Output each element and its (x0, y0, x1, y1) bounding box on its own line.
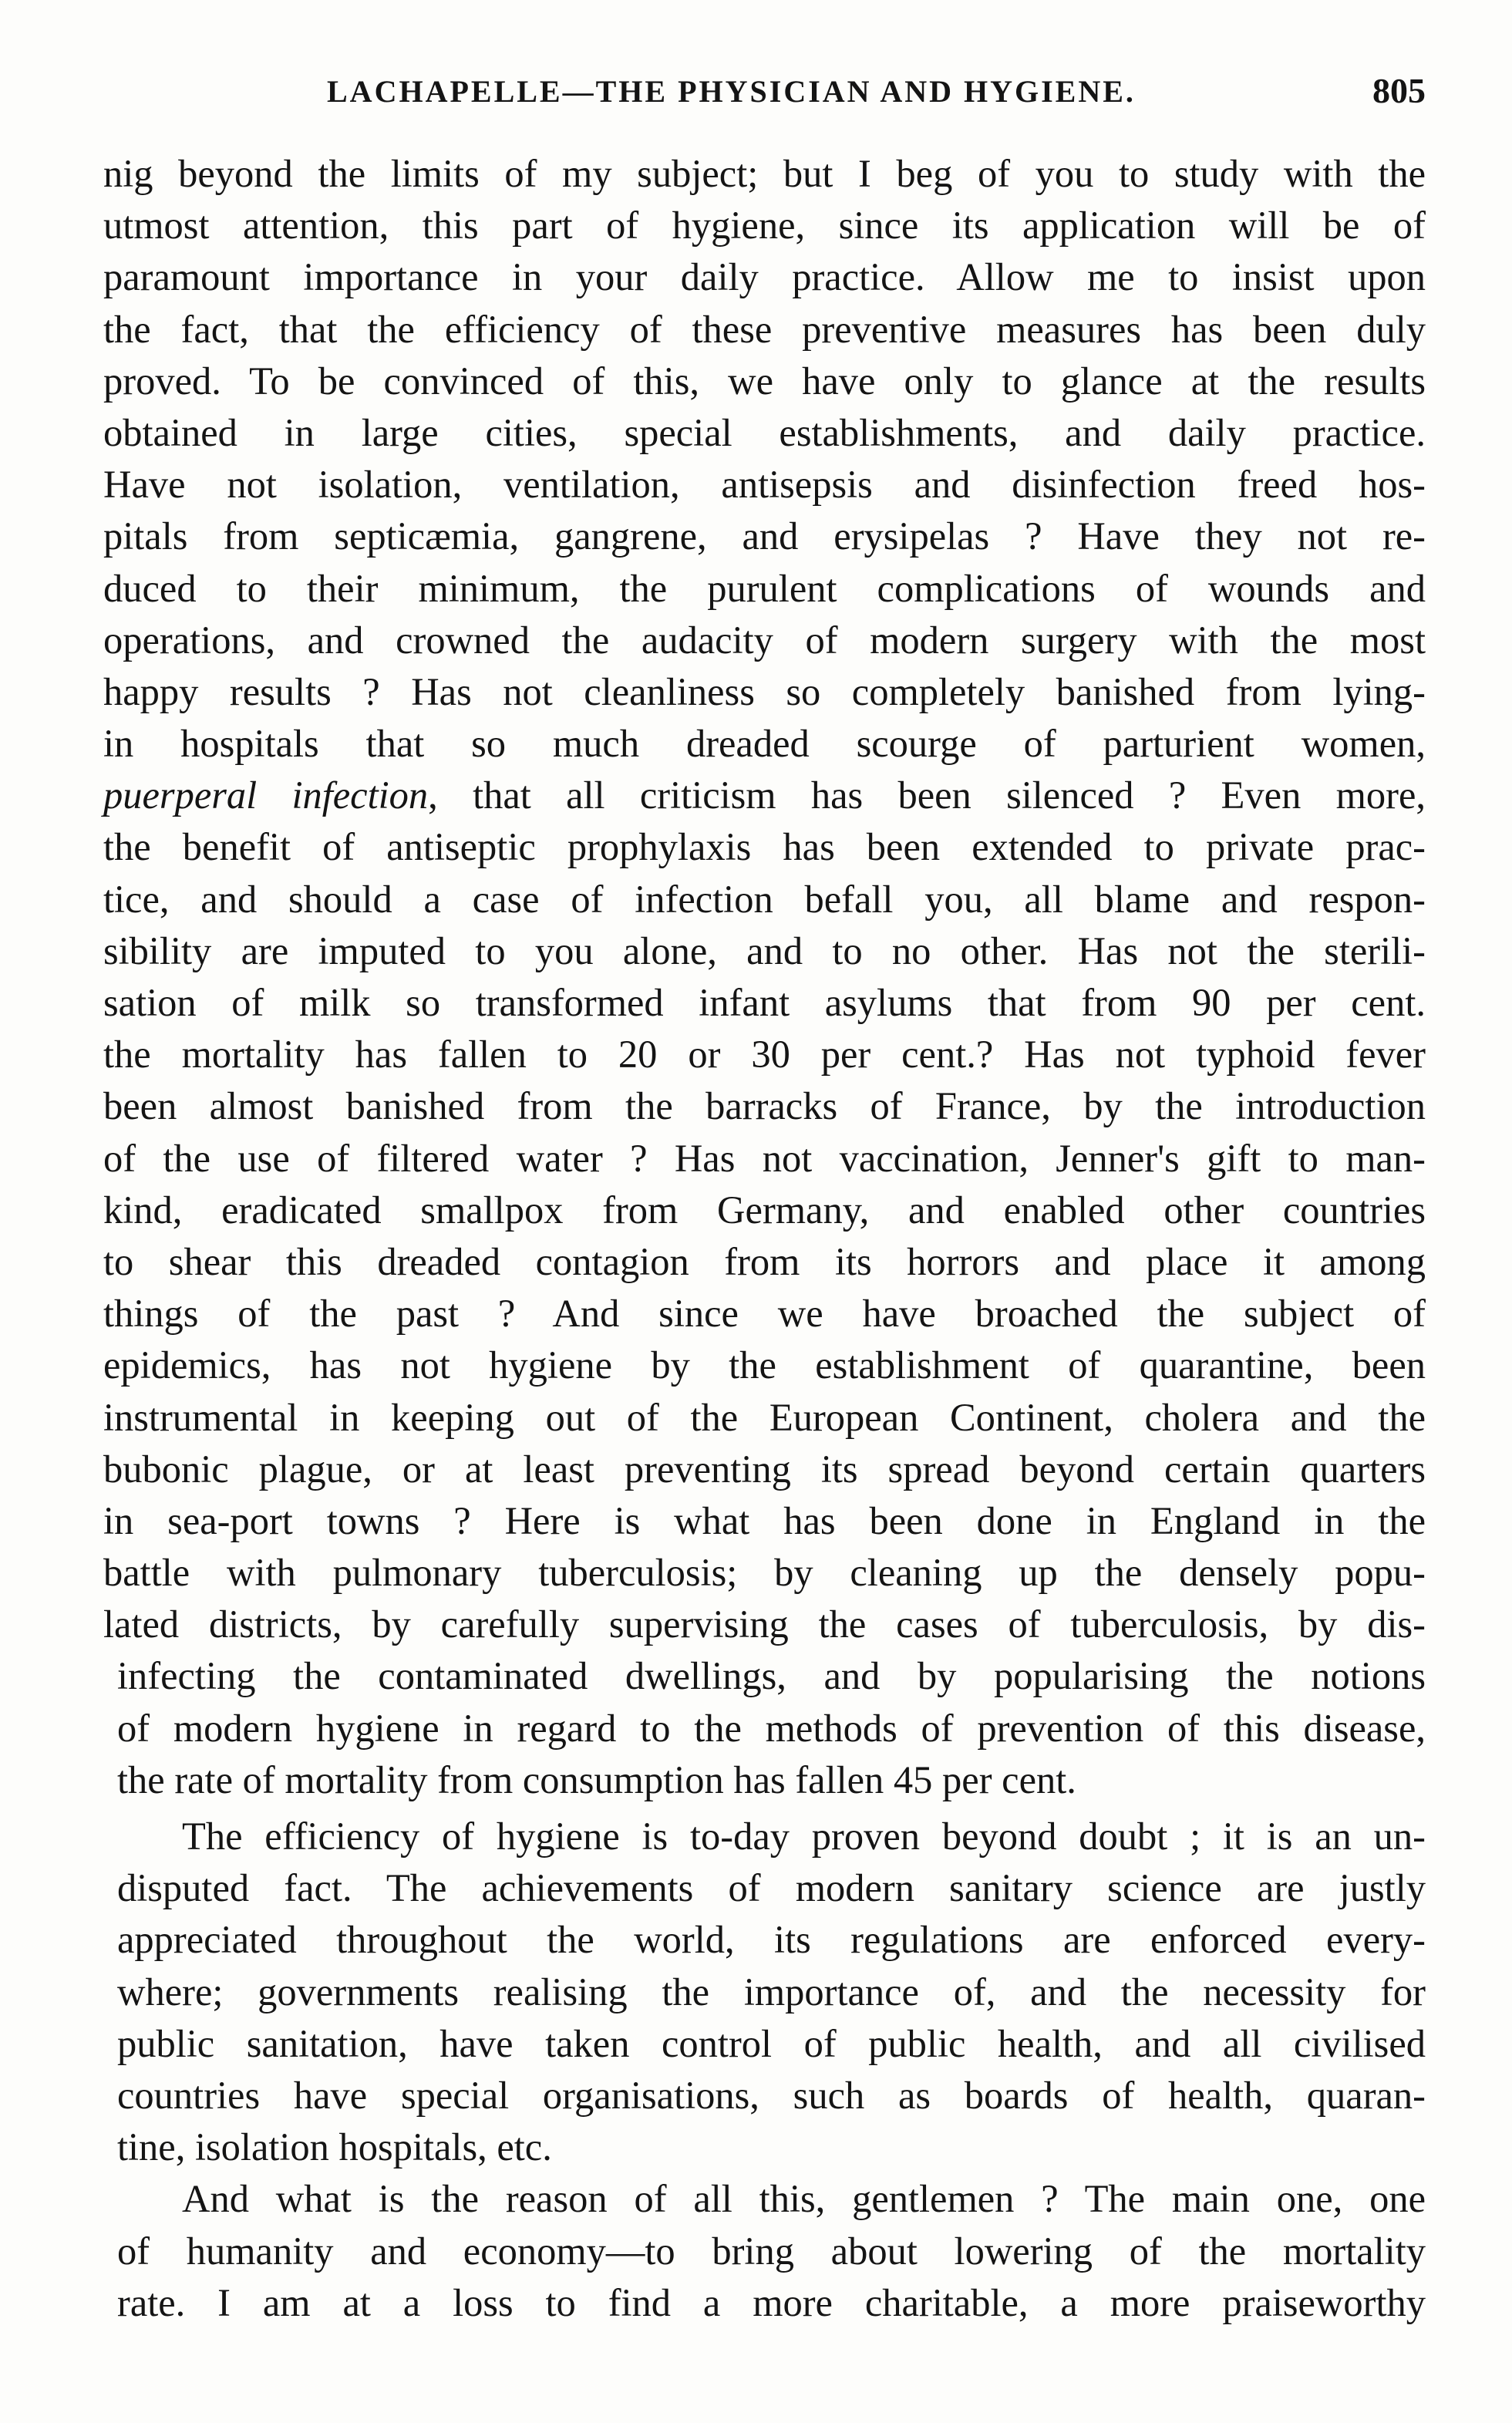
text-line: of the use of filtered water ? Has not vaccination, Jenner's gift to man- (103, 1136, 1426, 1180)
text-line: infecting the contaminated dwellings, and by popularising the notions (117, 1654, 1426, 1698)
text-line: operations, and crowned the audacity of modern surgery with the most (103, 618, 1426, 662)
text-line: kind, eradicated smallpox from Germany, and enabled other countries (103, 1188, 1426, 1232)
text-line: sation of milk so transformed infant asylums that from 90 per cent. (103, 981, 1426, 1024)
text-line: to shear this dreaded contagion from its horrors and place it among (103, 1239, 1426, 1283)
text-line: public sanitation, have taken control of public health, and all civilised (117, 2021, 1426, 2065)
text-line: proved. To be convinced of this, we have only to glance at the results (103, 359, 1426, 403)
text-line: nig beyond the limits of my subject; but I beg of you to study with the (103, 152, 1426, 195)
text-line: epidemics, has not hygiene by the establishment of quarantine, been (103, 1343, 1426, 1387)
text-line: appreciated throughout the world, its regulations are enforced every- (117, 1918, 1426, 1962)
text-line: duced to their minimum, the purulent complications of wounds and (103, 566, 1426, 610)
text-line: of modern hygiene in regard to the methods of prevention of this disease, (117, 1706, 1426, 1750)
text-line: utmost attention, this part of hygiene, since its application will be of (103, 204, 1426, 248)
text-line: bubonic plague, or at least preventing its spread beyond certain quarters (103, 1447, 1426, 1491)
text-line: rate. I am at a loss to find a more charitable, a more praiseworthy (117, 2280, 1426, 2324)
text-line: of humanity and economy—to bring about lowering of the mortality (117, 2229, 1426, 2273)
text-line: Have not isolation, ventilation, antisepsis and disinfection freed hos- (103, 463, 1426, 507)
paragraph-first-line: And what is the reason of all this, gentlemen ? The main one, one (182, 2177, 1426, 2221)
text-line: the rate of mortality from consumption has fallen 45 per cent. (117, 1757, 1076, 1801)
text-line: battle with pulmonary tuberculosis; by cleaning up the densely popu- (103, 1551, 1426, 1595)
italic-phrase: puerperal infection (103, 773, 429, 817)
running-header (103, 73, 1426, 116)
text-line: lated districts, by carefully supervising the cases of tuberculosis, by dis- (103, 1602, 1426, 1646)
text-line: in sea-port towns ? Here is what has been done in England in the (103, 1498, 1426, 1542)
text-line: the fact, that the efficiency of these preventive measures has been duly (103, 307, 1426, 351)
text-line: happy results ? Has not cleanliness so completely banished from lying- (103, 669, 1426, 713)
text-line: where; governments realising the importance of, and the necessity for (117, 1970, 1426, 2014)
text-line: in hospitals that so much dreaded scourge of parturient women, (103, 722, 1426, 766)
body-text (103, 148, 1426, 2329)
text-line: pitals from septicæmia, gangrene, and erysipelas ? Have they not re- (103, 514, 1426, 558)
text-line: tice, and should a case of infection befall you, all blame and respon- (103, 877, 1426, 921)
paragraph-first-line: The efficiency of hygiene is to-day proven beyond doubt ; it is an un- (182, 1815, 1426, 1858)
text-line: things of the past ? And since we have broached the subject of (103, 1292, 1426, 1336)
text-line: tine, isolation hospitals, etc. (117, 2125, 552, 2169)
text-line: disputed fact. The achievements of modern sanitary science are justly (117, 1866, 1426, 1910)
text-line: countries have special organisations, such as boards of health, quaran- (117, 2073, 1426, 2117)
text-line: the mortality has fallen to 20 or 30 per cent.? Has not typhoid fever (103, 1033, 1426, 1077)
text-line: paramount importance in your daily practice. Allow me to insist upon (103, 255, 1426, 299)
text-line: puerperal infection, that all criticism has been silenced ? Even more, (103, 773, 1426, 817)
text-line: instrumental in keeping out of the European Continent, cholera and the (103, 1395, 1426, 1439)
running-title: LACHAPELLE—THE PHYSICIAN AND HYGIENE. (327, 74, 1136, 109)
text-line: been almost banished from the barracks of France, by the introduction (103, 1084, 1426, 1128)
text-line: sibility are imputed to you alone, and to no other. Has not the sterili- (103, 928, 1426, 972)
text-line: obtained in large cities, special establishments, and daily practice. (103, 410, 1426, 454)
page-number: 805 (1372, 71, 1426, 110)
text-line: the benefit of antiseptic prophylaxis has been extended to private prac- (103, 825, 1426, 869)
